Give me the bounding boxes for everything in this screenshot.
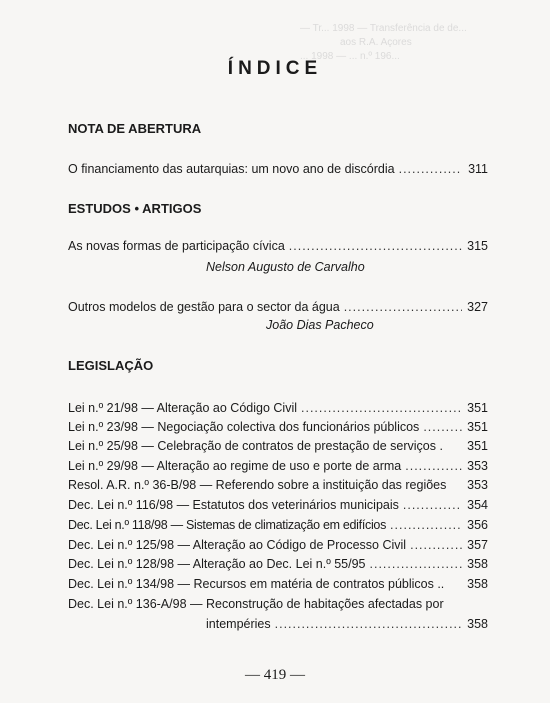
- toc-entry-author: João Dias Pacheco: [266, 318, 374, 332]
- leader-dots: [370, 555, 462, 573]
- section-heading-abertura: NOTA DE ABERTURA: [68, 121, 202, 136]
- toc-entry-page: 353: [467, 459, 488, 473]
- toc-entry-title: Dec. Lei n.º 125/98 — Alteração ao Código de Processo Civil: [68, 538, 407, 552]
- leader-dots: [410, 536, 462, 554]
- leader-dots: [423, 418, 462, 436]
- toc-entry-page: 311: [468, 162, 488, 176]
- leader-dots: [301, 399, 462, 417]
- toc-entry-title: Dec. Lei n.º 134/98 — Recursos em matéria de contratos públicos ..: [68, 577, 445, 591]
- page-title: ÍNDICE: [227, 58, 323, 79]
- toc-entry[interactable]: [68, 418, 488, 436]
- toc-entry-page: 356: [467, 518, 488, 532]
- toc-entry[interactable]: [68, 516, 488, 534]
- toc-entry[interactable]: [68, 595, 488, 613]
- toc-entry[interactable]: [68, 496, 488, 514]
- toc-entry-title: intempéries: [206, 617, 271, 631]
- toc-entry-title: Lei n.º 21/98 — Alteração ao Código Civil: [68, 401, 298, 415]
- toc-entry-page: 351: [467, 439, 488, 453]
- leader-dots: [289, 237, 462, 255]
- toc-entry[interactable]: [68, 575, 488, 593]
- toc-entry-title: Outros modelos de gestão para o sector da água: [68, 300, 340, 314]
- toc-entry-author: Nelson Augusto de Carvalho: [206, 260, 365, 274]
- section-heading-part: ARTIGOS: [142, 201, 202, 216]
- ghost-line: ... 1998 — ... n.º 196...: [300, 51, 400, 62]
- toc-entry-title: Lei n.º 23/98 — Negociação colectiva dos funcionários públicos: [68, 420, 420, 434]
- toc-entry[interactable]: [68, 555, 488, 573]
- toc-entry-title: Resol. A.R. n.º 36-B/98 — Referendo sobre a instituição das regiões: [68, 478, 447, 492]
- toc-entry-page: 358: [467, 557, 488, 571]
- page-number: — 419 —: [245, 667, 305, 683]
- toc-entry-page: 315: [467, 239, 488, 253]
- toc-entry[interactable]: [68, 536, 488, 554]
- toc-entry-page: 358: [467, 577, 488, 591]
- toc-entry-title: Dec. Lei n.º 116/98 — Estatutos dos veterinários municipais: [68, 498, 399, 512]
- leader-dots: [399, 160, 462, 178]
- toc-entry-title: As novas formas de participação cívica: [68, 239, 285, 253]
- toc-entry-title: Lei n.º 29/98 — Alteração ao regime de uso e porte de arma: [68, 459, 402, 473]
- toc-entry[interactable]: [68, 457, 488, 475]
- section-heading-part: ESTUDOS: [68, 201, 131, 216]
- toc-entry[interactable]: [68, 476, 488, 494]
- toc-entry[interactable]: [68, 160, 488, 178]
- toc-entry-title: Dec. Lei n.º 136-A/98 — Reconstrução de habitações afectadas por: [68, 597, 444, 611]
- leader-dots: [403, 496, 462, 514]
- toc-entry[interactable]: [68, 237, 488, 255]
- bullet-glyph: •: [134, 201, 140, 216]
- toc-entry[interactable]: [68, 437, 488, 455]
- leader-dots: [390, 516, 462, 534]
- toc-entry-title: Dec. Lei n.º 118/98 — Sistemas de climatização em edifícios: [68, 518, 387, 532]
- ghost-line: aos R.A. Açores: [340, 37, 412, 48]
- ghost-line: — Tr... 1998 — Transferência de de...: [300, 23, 467, 34]
- toc-entry-page: 353: [467, 478, 488, 492]
- toc-entry-page: 357: [467, 538, 488, 552]
- leader-dots: [344, 298, 462, 316]
- toc-entry-page: 354: [467, 498, 488, 512]
- toc-entry-title: O financiamento das autarquias: um novo ano de discórdia: [68, 162, 395, 176]
- leader-dots: [405, 457, 462, 475]
- toc-entry-page: 327: [467, 300, 488, 314]
- toc-entry[interactable]: [68, 399, 488, 417]
- section-heading-legislacao: LEGISLAÇÃO: [68, 358, 154, 373]
- toc-entry-title: Lei n.º 25/98 — Celebração de contratos de prestação de serviços .: [68, 439, 443, 453]
- toc-entry-continuation[interactable]: [206, 615, 488, 633]
- toc-entry[interactable]: [68, 298, 488, 316]
- leader-dots: [275, 615, 462, 633]
- toc-entry-page: 351: [467, 420, 488, 434]
- section-heading-estudos: [68, 201, 201, 216]
- toc-entry-page: 358: [467, 617, 488, 631]
- toc-entry-title: Dec. Lei n.º 128/98 — Alteração ao Dec. Lei n.º 55/95: [68, 557, 366, 571]
- toc-entry-page: 351: [467, 401, 488, 415]
